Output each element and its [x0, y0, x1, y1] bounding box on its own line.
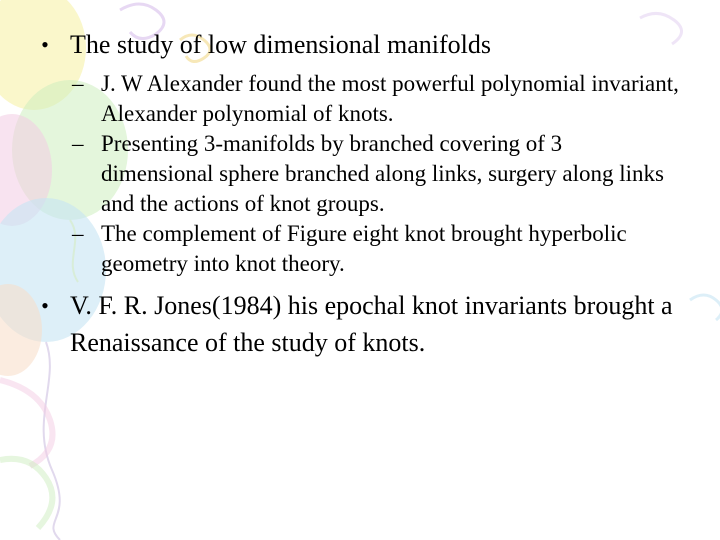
bullet-marker: •	[41, 293, 49, 318]
pastel-swirl-icon	[690, 295, 720, 320]
sub-bullet-item	[30, 219, 680, 279]
bullet-marker: •	[41, 32, 49, 57]
sub-bullet-marker: –	[72, 131, 84, 156]
bullet-text: The study of low dimensional manifolds	[70, 30, 492, 59]
sub-bullet-marker: –	[72, 221, 84, 246]
sub-bullet-text: J. W Alexander found the most powerful polynomial invariant, Alexander polynomial of knots.	[101, 71, 679, 126]
sub-bullet-list	[30, 69, 680, 279]
bullet-item	[30, 26, 680, 63]
bullet-item	[30, 287, 680, 361]
sub-bullet-text: Presenting 3-manifolds by branched covering of 3 dimensional sphere branched along links, surgery along links and the actions of knot groups.	[101, 131, 664, 216]
pastel-swirl-icon	[0, 459, 52, 528]
sub-bullet-item	[30, 69, 680, 129]
sub-bullet-marker: –	[72, 71, 84, 96]
bullet-text: V. F. R. Jones(1984) his epochal knot invariants brought a Renaissance of the study of knots.	[70, 291, 673, 357]
sub-bullet-text: The complement of Figure eight knot brought hyperbolic geometry into knot theory.	[101, 221, 627, 276]
sub-bullet-item	[30, 129, 680, 219]
slide-content	[30, 26, 680, 367]
